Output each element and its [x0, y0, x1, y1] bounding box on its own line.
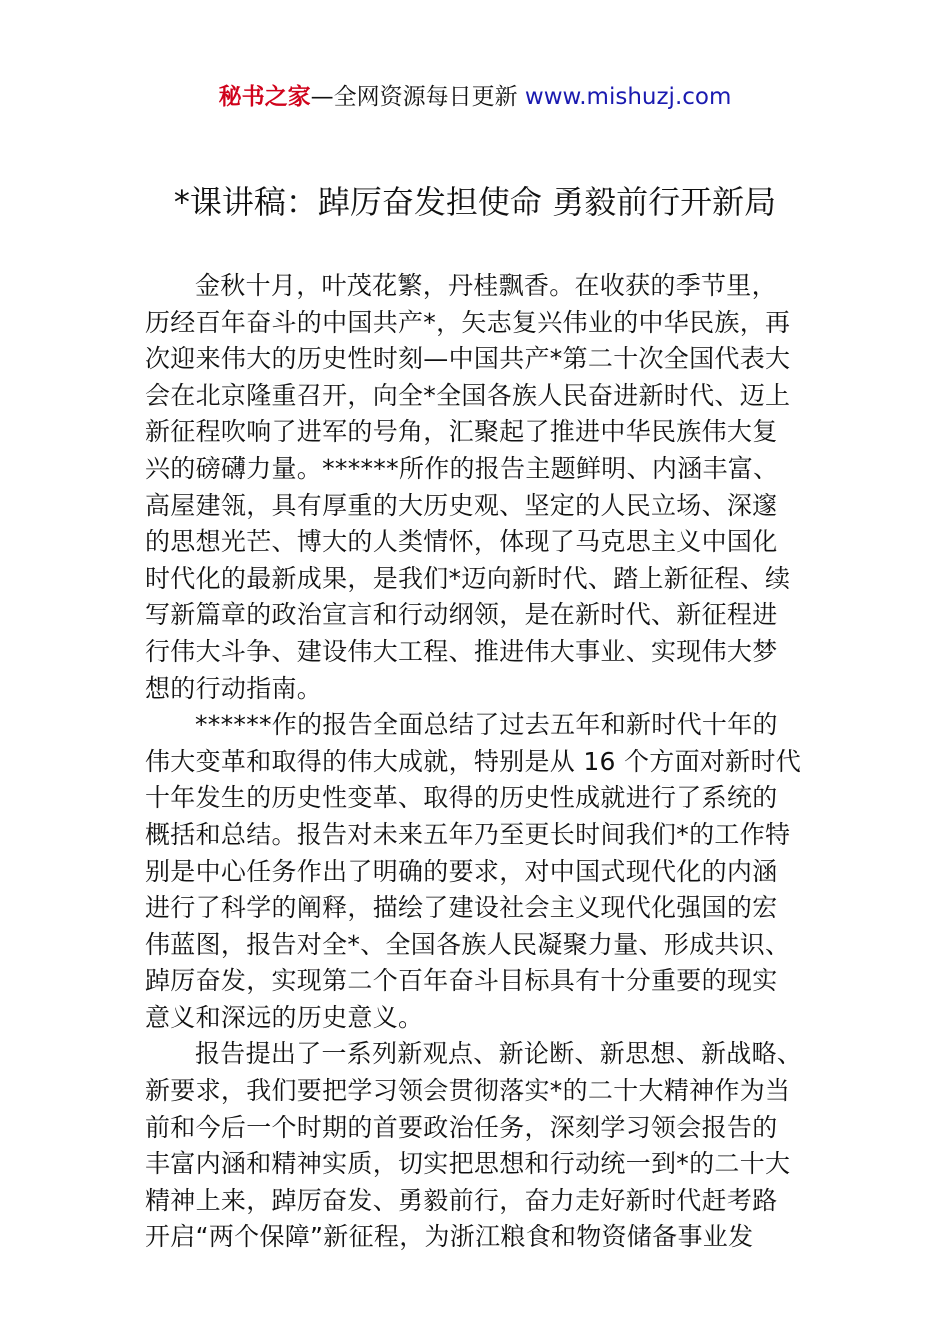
text-line: 次迎来伟大的历史性时刻—中国共产*第二十次全国代表大 — [145, 344, 791, 374]
text-line: 丰富内涵和精神实质，切实把思想和行动统一到*的二十大 — [145, 1149, 791, 1179]
text-line: 精神上来，踔厉奋发、勇毅前行，奋力走好新时代赶考路 — [145, 1185, 778, 1215]
text-line: 兴的磅礴力量。******所作的报告主题鲜明、内涵丰富、 — [145, 453, 779, 483]
text-line: 进行了科学的阐释，描绘了建设社会主义现代化强国的宏 — [145, 893, 778, 923]
text-line: 的思想光芒、博大的人类情怀，体现了马克思主义中国化 — [145, 527, 778, 557]
text-line: 会在北京隆重召开，向全*全国各族人民奋进新时代、迈上 — [145, 380, 791, 410]
text-line: 行伟大斗争、建设伟大工程、推进伟大事业、实现伟大梦 — [145, 636, 778, 666]
site-slogan: —全网资源每日更新 — [310, 84, 525, 110]
text-line: 别是中心任务作出了明确的要求，对中国式现代化的内涵 — [145, 856, 778, 886]
text-line: 伟大变革和取得的伟大成就，特别是从 16 个方面对新时代 — [145, 746, 802, 776]
text-line: 伟蓝图，报告对全*、全国各族人民凝聚力量、形成共识、 — [145, 929, 791, 959]
paragraph — [145, 707, 815, 1036]
text-line: 新要求，我们要把学习领会贯彻落实*的二十大精神作为当 — [145, 1076, 791, 1106]
site-url-link[interactable]: www.mishuzj.com — [524, 84, 732, 110]
text-line: 想的行动指南。 — [145, 673, 323, 703]
text-line: 报告提出了一系列新观点、新论断、新思想、新战略、 — [195, 1039, 803, 1069]
text-line: 历经百年奋斗的中国共产*，矢志复兴伟业的中华民族，再 — [145, 307, 791, 337]
text-line: 意义和深远的历史意义。 — [145, 1002, 424, 1032]
text-line: 金秋十月，叶茂花繁，丹桂飘香。在收获的季节里， — [195, 271, 777, 300]
text-line: 踔厉奋发，实现第二个百年奋斗目标具有十分重要的现实 — [145, 966, 778, 996]
text-line: 时代化的最新成果，是我们*迈向新时代、踏上新征程、续 — [145, 563, 791, 593]
text-line: 前和今后一个时期的首要政治任务，深刻学习领会报告的 — [145, 1112, 778, 1142]
document-body — [145, 268, 815, 1256]
document-title: *课讲稿：踔厉奋发担使命 勇毅前行开新局 — [173, 183, 777, 221]
text-line: 开启“两个保障”新征程，为浙江粮食和物资储备事业发 — [145, 1222, 754, 1252]
text-line: 概括和总结。报告对未来五年乃至更长时间我们*的工作特 — [145, 819, 791, 849]
text-line: 高屋建瓴，具有厚重的大历史观、坚定的人民立场、深邃 — [145, 490, 778, 520]
site-header — [0, 80, 950, 114]
text-line: 十年发生的历史性变革、取得的历史性成就进行了系统的 — [145, 783, 778, 813]
text-line: 写新篇章的政治宣言和行动纲领，是在新时代、新征程进 — [145, 600, 778, 630]
paragraph — [145, 1036, 815, 1256]
brand-name: 秘书之家 — [218, 84, 311, 110]
text-line: ******作的报告全面总结了过去五年和新时代十年的 — [195, 710, 778, 740]
text-line: 新征程吹响了进军的号角，汇聚起了推进中华民族伟大复 — [145, 417, 778, 447]
paragraph — [145, 268, 815, 707]
